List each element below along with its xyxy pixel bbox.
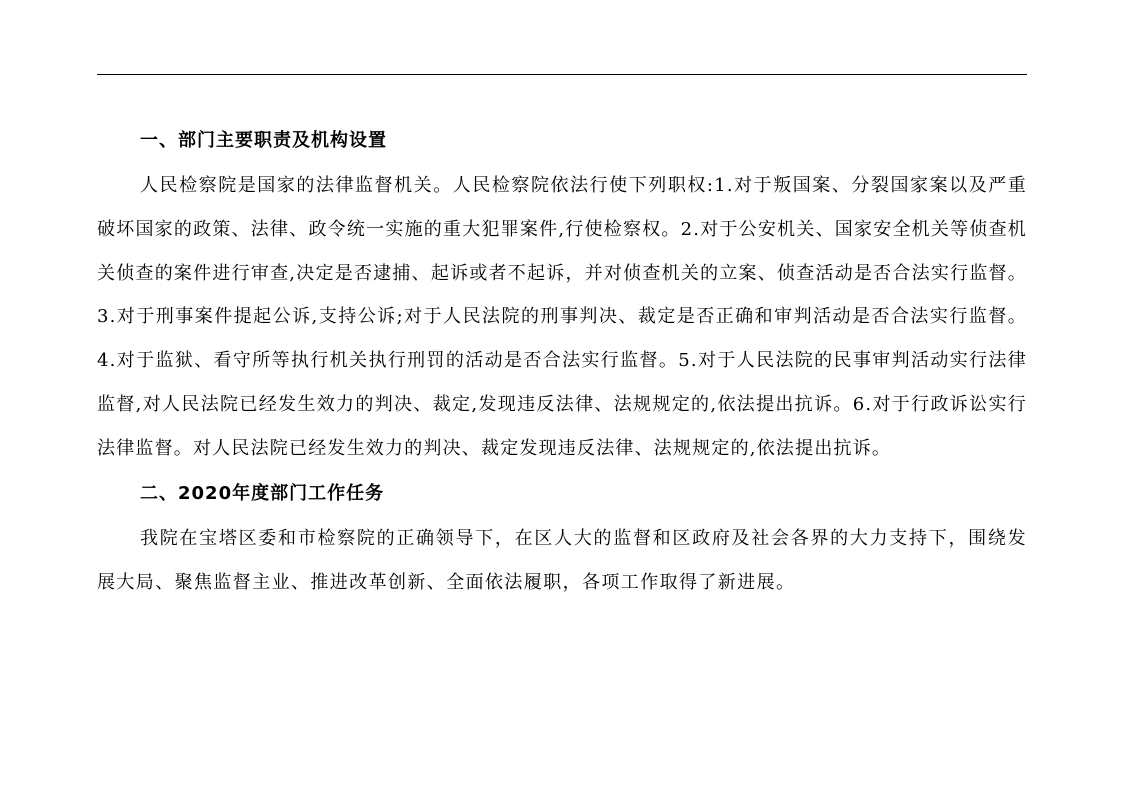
header-rule xyxy=(97,74,1027,75)
paragraph-duties: 人民检察院是国家的法律监督机关。人民检察院依法行使下列职权:1.对于叛国案、分裂国家案以及严重破坏国家的政策、法律、政令统一实施的重大犯罪案件,行使检察权。2.对于公安机关、国家安全机关等侦查机关侦查的案件进行审查,决定是否逮捕、起诉或者不起诉，并对侦查机关的立案、侦查活动是否合法实行监督。3.对于刑事案件提起公诉,支持公诉;对于人民法院的刑事判决、裁定是否正确和审判活动是否合法实行监督。4.对于监狱、看守所等执行机关执行刑罚的活动是否合法实行监督。5.对于人民法院的民事审判活动实行法律监督,对人民法院已经发生效力的判决、裁定,发现违反法律、法规规定的,依法提出抗诉。6.对于行政诉讼实行法律监督。对人民法院已经发生效力的判决、裁定发现违反法律、法规规定的,依法提出抗诉。 xyxy=(97,175,1027,459)
paragraph-tasks: 我院在宝塔区委和市检察院的正确领导下，在区人大的监督和区政府及社会各界的大力支持下，围绕发展大局、聚焦监督主业、推进改革创新、全面依法履职，各项工作取得了新进展。 xyxy=(97,527,1027,593)
section-heading-duties: 一、部门主要职责及机构设置 xyxy=(140,130,387,151)
document-body xyxy=(97,122,1027,605)
section-heading-tasks: 二、2020年度部门工作任务 xyxy=(140,482,385,504)
